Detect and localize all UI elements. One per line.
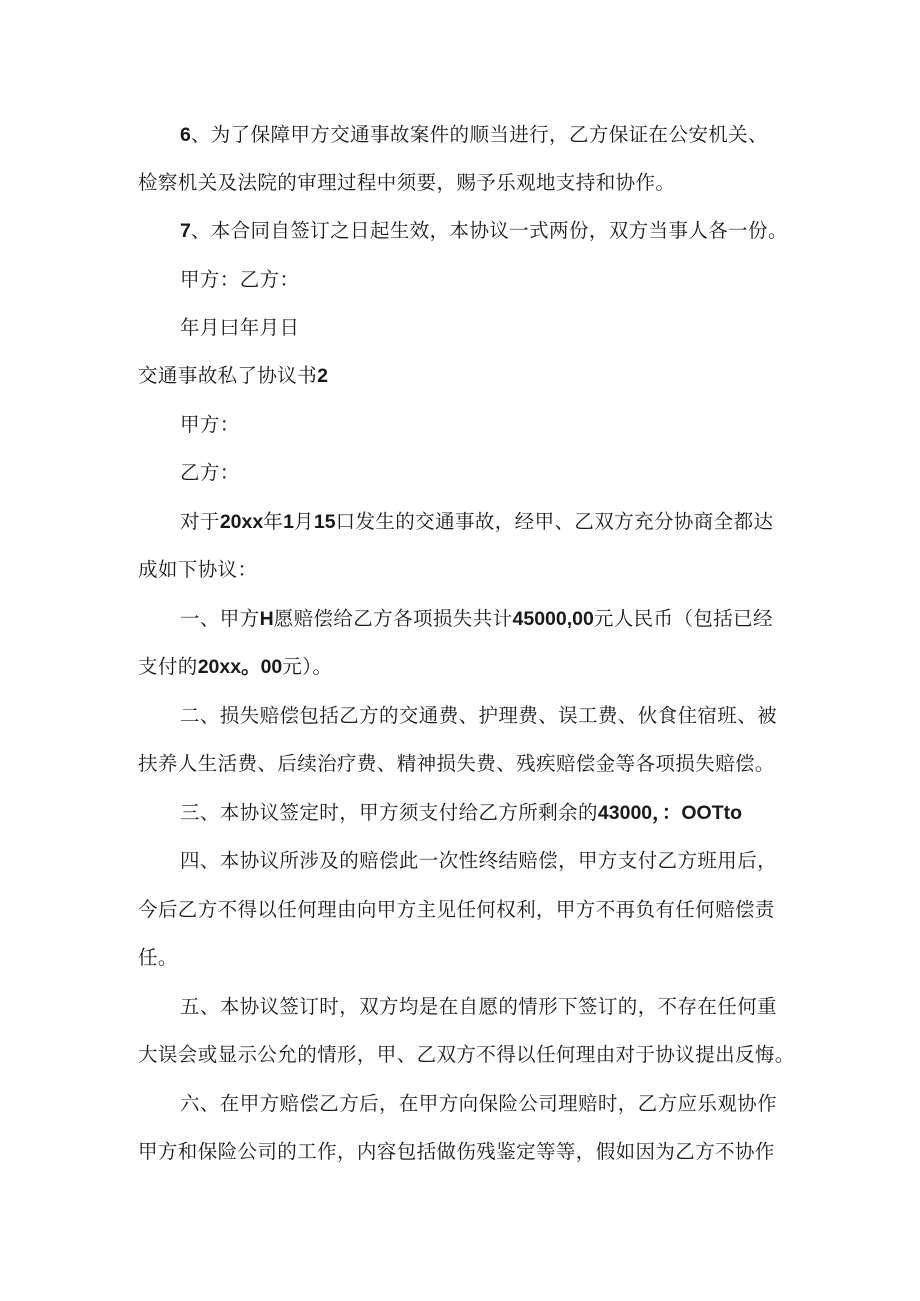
intro-line-2 bbox=[138, 556, 257, 584]
article-text: 甲方和保险公司的工作，内容包括做伤残鉴定等等，假如因为乙方不协作 bbox=[138, 1140, 775, 1163]
article-6-line-2 bbox=[138, 1138, 775, 1166]
party-a-line bbox=[180, 411, 240, 439]
article-text: 二、损失赔偿包括乙方的交通费、护理费、误工费、伙食住宿班、被 bbox=[180, 704, 778, 727]
signature-parties-line bbox=[180, 266, 299, 294]
article-4-line-2 bbox=[138, 896, 775, 924]
section-title bbox=[138, 362, 328, 390]
article-4-line-1 bbox=[180, 847, 777, 875]
article-text: 五、本协议签订时，双方均是在自愿的情形下签订的，不存在任何重 bbox=[180, 995, 778, 1018]
amount-value: 45000,00 bbox=[512, 608, 594, 630]
article-token: H bbox=[259, 608, 274, 630]
intro-text: 成如下协议： bbox=[138, 558, 258, 581]
signature-date-line bbox=[180, 314, 299, 342]
article-3-line-1 bbox=[180, 799, 742, 827]
article-1-line-2 bbox=[138, 653, 332, 681]
article-text: 支付的 bbox=[138, 655, 198, 678]
remaining-amount-value: 43000，：OOTto bbox=[597, 802, 743, 824]
article-text: 元）。 bbox=[282, 655, 333, 678]
party-b-line bbox=[180, 459, 240, 487]
article-text: 扶养人生活费、后续治疗费、精神损失费、残疾赔偿金等各项损失赔偿。 bbox=[138, 752, 775, 775]
clause-number: 7 bbox=[180, 220, 191, 242]
party-a-label: 甲方： bbox=[180, 413, 240, 436]
article-2-line-1 bbox=[180, 702, 777, 730]
intro-text: 年 bbox=[263, 510, 284, 533]
article-text: 今后乙方不得以任何理由向甲方主见任何权利，甲方不再负有任何赔偿责 bbox=[138, 898, 775, 921]
article-4-line-3 bbox=[138, 944, 178, 972]
date-text: 年月曰年月日 bbox=[180, 316, 300, 339]
clause-7-line-1 bbox=[180, 217, 788, 245]
article-text: 一、甲方 bbox=[180, 607, 260, 630]
clause-number: 6 bbox=[180, 124, 191, 146]
article-5-line-2 bbox=[138, 1041, 795, 1069]
article-text: 四、本协议所涉及的赔偿此一次性终结赔偿，甲方支付乙方班用后， bbox=[180, 849, 778, 872]
intro-text: 月 bbox=[293, 510, 314, 533]
month-value: 1 bbox=[283, 511, 294, 533]
article-text: 愿赔偿给乙方各项损失共计 bbox=[273, 607, 513, 630]
article-text: 六、在甲方赔偿乙方后，在甲方向保险公司理赔时，乙方应乐观协作 bbox=[180, 1092, 778, 1115]
article-1-line-1 bbox=[180, 605, 773, 633]
article-2-line-2 bbox=[138, 750, 775, 778]
party-b-label: 乙方： bbox=[180, 461, 240, 484]
clause-6-line-2 bbox=[138, 169, 675, 197]
article-text: 元人民币（包括已经 bbox=[593, 607, 773, 630]
day-value: 15 bbox=[313, 511, 336, 533]
intro-text: 对于 bbox=[180, 510, 220, 533]
article-text: 三、本协议签定时，甲方须支付给乙方所剩余的 bbox=[180, 801, 598, 824]
article-5-line-1 bbox=[180, 993, 777, 1021]
article-text: 任。 bbox=[138, 946, 178, 969]
signature-text: 甲方：乙方： bbox=[180, 268, 300, 291]
clause-text: 、本合同自签订之日起生效，本协议一式两份，双方当事人各一份。 bbox=[190, 219, 788, 242]
section-title-text: 交通事故私了协议书 bbox=[138, 364, 318, 387]
intro-line-1 bbox=[180, 508, 773, 536]
article-6-line-1 bbox=[180, 1090, 777, 1118]
paid-amount-value: 20xx。00 bbox=[197, 656, 283, 678]
intro-text: 口发生的交通事故，经甲、乙双方充分协商全都达 bbox=[335, 510, 774, 533]
year-value: 20xx bbox=[219, 511, 264, 533]
clause-6-line-1 bbox=[180, 121, 768, 149]
clause-text: 、为了保障甲方交通事故案件的顺当进行，乙方保证在公安机关、 bbox=[190, 123, 768, 146]
article-text: 大误会或显示公允的情形，甲、乙双方不得以任何理由对于协议提出反悔。 bbox=[138, 1043, 795, 1066]
clause-text: 检察机关及法院的审理过程中须要，赐予乐观地支持和协作。 bbox=[138, 171, 676, 194]
section-title-number: 2 bbox=[317, 365, 328, 387]
